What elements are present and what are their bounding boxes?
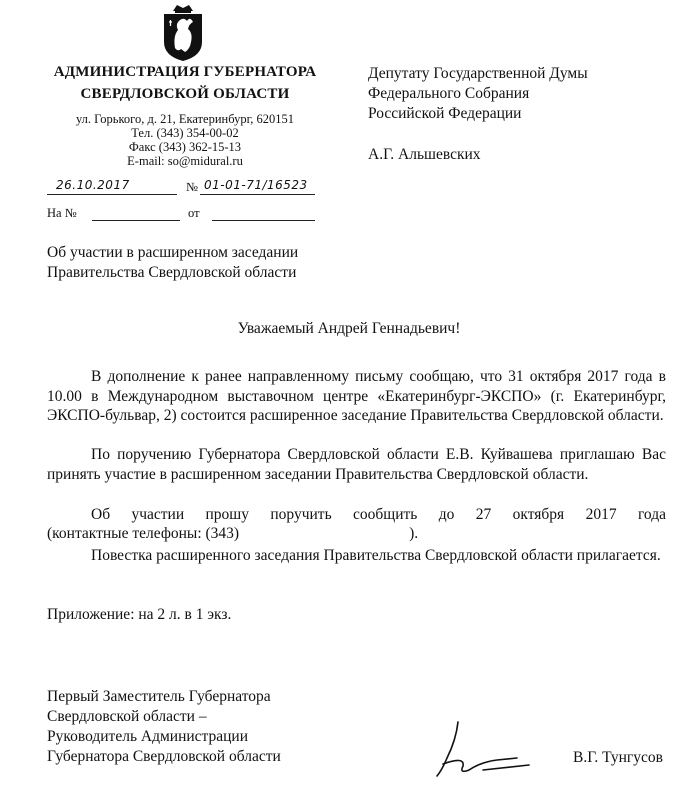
signer-title-line3: Руководитель Администрации bbox=[47, 728, 249, 745]
addressee-line2: Федерального Собрания bbox=[368, 85, 530, 102]
body-paragraph-4: Повестка расширенного заседания Правительства Свердловской области прилагается. bbox=[91, 547, 661, 564]
signer-title-line1: Первый Заместитель Губернатора bbox=[47, 688, 271, 705]
reg-number: 01-01-71/16523 bbox=[204, 178, 308, 192]
signer-title-line4: Губернатора Свердловской области bbox=[47, 748, 281, 765]
greeting: Уважаемый Андрей Геннадьевич! bbox=[237, 320, 461, 337]
body-paragraph-3-phones bbox=[47, 524, 666, 544]
org-name-line1: АДМИНИСТРАЦИЯ ГУБЕРНАТОРА bbox=[53, 64, 317, 80]
body-paragraph-1: В дополнение к ранее направленному письму сообщаю, что 31 октября 2017 года в 10.00 в Международном выставочном центре «Екатеринбург-ЭКСПО» (г. Екатеринбург, ЭКСПО-бульвар, 2) состоится расширенное заседание Правительства Свердловской области. bbox=[47, 368, 666, 424]
ref-label: На № bbox=[47, 206, 77, 220]
ref-from-label: от bbox=[188, 206, 200, 220]
handwritten-signature bbox=[425, 718, 535, 780]
signer-title-line2: Свердловской области – bbox=[47, 708, 207, 725]
addressee-name: А.Г. Альшевских bbox=[368, 146, 481, 163]
ref-from-line bbox=[212, 206, 315, 221]
org-email: E-mail: so@midural.ru bbox=[127, 154, 243, 168]
signer-name: В.Г. Тунгусов bbox=[573, 749, 663, 766]
org-fax: Факс (343) 362-15-13 bbox=[128, 140, 242, 154]
ref-line bbox=[92, 206, 180, 221]
attachment: Приложение: на 2 л. в 1 экз. bbox=[47, 606, 232, 623]
addressee-line1: Депутату Государственной Думы bbox=[368, 65, 588, 82]
org-phone: Тел. (343) 354-00-02 bbox=[131, 126, 239, 140]
coat-of-arms-icon bbox=[161, 2, 205, 62]
reg-number-label: № bbox=[186, 180, 198, 194]
addressee-line3: Российской Федерации bbox=[368, 105, 522, 122]
subject-line1: Об участии в расширенном заседании bbox=[47, 244, 299, 261]
phone-prefix: (контактные телефоны: (343) bbox=[47, 525, 240, 542]
org-address: ул. Горького, д. 21, Екатеринбург, 620151 bbox=[75, 112, 295, 126]
body-paragraph-3: Об участии прошу поручить сообщить до 27 октября 2017 года bbox=[91, 506, 666, 523]
org-name-line2: СВЕРДЛОВСКОЙ ОБЛАСТИ bbox=[80, 86, 290, 102]
reg-date: 26.10.2017 bbox=[56, 178, 130, 192]
body-paragraph-2: По поручению Губернатора Свердловской области Е.В. Куйвашева приглашаю Вас принять участие в расширенном заседании Правительства Свердловской области. bbox=[47, 446, 666, 483]
subject-line2: Правительства Свердловской области bbox=[47, 264, 297, 281]
phone-suffix: ). bbox=[409, 525, 419, 542]
